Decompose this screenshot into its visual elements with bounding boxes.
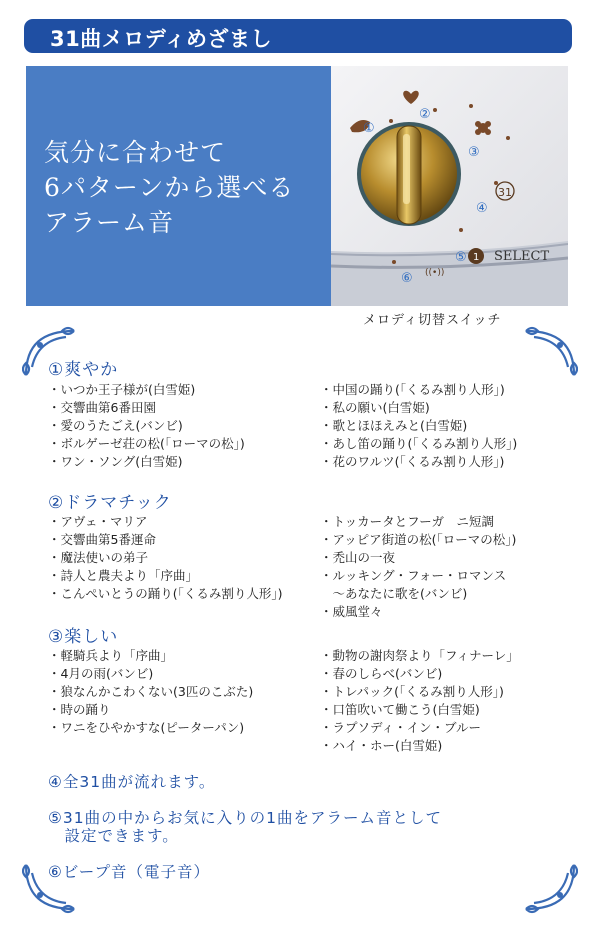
- header-bar: [24, 19, 572, 53]
- dial-photo: [331, 66, 568, 306]
- dial-label: ②: [419, 107, 431, 122]
- list-item: ・動物の謝肉祭より「フィナーレ」: [320, 648, 519, 663]
- hero-text: [44, 135, 294, 240]
- hero-line: 6パターンから選べる: [44, 173, 295, 202]
- song-list-right: [320, 647, 519, 755]
- song-list-left: [48, 381, 245, 471]
- page-title: 31曲メロディめざまし: [50, 27, 273, 51]
- song-list-left: [48, 647, 253, 737]
- list-item: ・禿山の一夜: [320, 550, 396, 565]
- section-title-refreshing: ①爽やか: [48, 360, 119, 380]
- list-item: ・ラプソディ・イン・ブルー: [320, 720, 482, 735]
- list-item: ・いつか王子様が(白雪姫): [48, 382, 196, 397]
- list-item: ・花のワルツ(「くるみ割り人形」): [320, 454, 505, 469]
- list-item: ・交響曲第5番運命: [48, 532, 156, 547]
- dial-label: ①: [363, 121, 375, 136]
- list-item: ・ワン・ソング(白雪姫): [48, 454, 183, 469]
- list-item: ・軽騎兵より「序曲」: [48, 648, 174, 663]
- list-item: ・4月の雨(バンビ): [48, 666, 154, 681]
- song-list-left: [48, 513, 283, 603]
- list-item: ・詩人と農夫より「序曲」: [48, 568, 199, 583]
- list-item: ・ハイ・ホー(白雪姫): [320, 738, 443, 753]
- list-item: ・魔法使いの弟子: [48, 550, 149, 565]
- list-item: ・歌とほほえみと(白雪姫): [320, 418, 468, 433]
- note-all-songs: ④全31曲が流れます。: [48, 773, 216, 791]
- list-item: ・威風堂々: [320, 604, 383, 619]
- list-item: ・私の願い(白雪姫): [320, 400, 430, 415]
- hero-line: アラーム音: [44, 208, 175, 237]
- list-item: ・狼なんかこわくない(3匹のこぶた): [48, 684, 254, 699]
- dial-label: ⑥: [401, 271, 413, 286]
- list-item: ・こんぺいとうの踊り(「くるみ割り人形」): [48, 586, 283, 601]
- dial-illustration: [331, 66, 568, 306]
- list-item: ・口笛吹いて働こう(白雪姫): [320, 702, 480, 717]
- dial-label: ⑤: [455, 250, 467, 265]
- corner-ornament-top-right: [518, 325, 578, 385]
- select-label: SELECT: [494, 249, 550, 264]
- note-beep: ⑥ビープ音（電子音）: [48, 863, 211, 881]
- list-item: ・愛のうたごえ(バンビ): [48, 418, 183, 433]
- song-list-right: [320, 381, 517, 471]
- note-favorite-song-cont: 設定できます。: [48, 827, 179, 845]
- list-item: ・アヴェ・マリア: [48, 514, 148, 529]
- one-label: 1: [473, 252, 480, 263]
- list-item: ・春のしらべ(バンビ): [320, 666, 443, 681]
- photo-caption: メロディ切替スイッチ: [363, 313, 502, 328]
- list-item: ・ルッキング・フォー・ロマンス: [320, 568, 507, 583]
- list-item: ・アッピア街道の松(「ローマの松」): [320, 532, 517, 547]
- dial-label: ③: [468, 145, 480, 160]
- section-title-fun: ③楽しい: [48, 627, 119, 647]
- corner-ornament-bottom-right: [518, 855, 578, 915]
- list-item: ・時の踊り: [48, 702, 111, 717]
- list-item: ・あし笛の踊り(「くるみ割り人形」): [320, 436, 518, 451]
- list-item: ・中国の踊り(「くるみ割り人形」): [320, 382, 505, 397]
- count-label: 31: [498, 186, 512, 199]
- section-title-dramatic: ②ドラマチック: [48, 493, 172, 513]
- list-item: ・ボルゲーゼ荘の松(「ローマの松」): [48, 436, 245, 451]
- list-item: ・トッカータとフーガ ニ短調: [320, 514, 495, 529]
- dial-label: ④: [476, 201, 488, 216]
- list-item: ・ワニをひやかすな(ピーターパン): [48, 720, 245, 735]
- song-list-right: [320, 513, 516, 621]
- hero-line: 気分に合わせて: [44, 138, 227, 167]
- list-item: ・トレパック(「くるみ割り人形」): [320, 684, 504, 699]
- beep-icon: ((•)): [425, 268, 445, 278]
- list-item: ～あなたに歌を(バンビ): [320, 586, 468, 601]
- note-favorite-song: ⑤31曲の中からお気に入りの1曲をアラーム音として: [48, 809, 442, 827]
- list-item: ・交響曲第6番田園: [48, 400, 156, 415]
